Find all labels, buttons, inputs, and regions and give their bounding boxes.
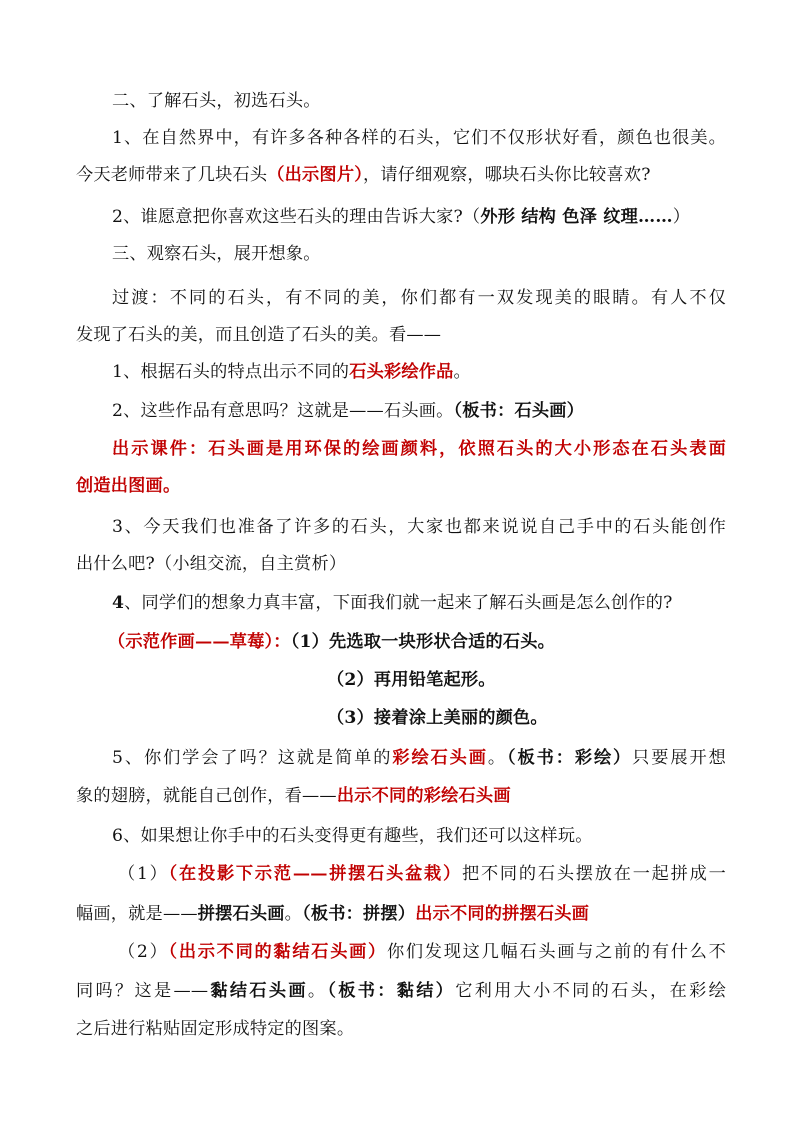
bold-text: 4 xyxy=(112,593,125,613)
text: 。 xyxy=(487,748,508,768)
paragraph-line xyxy=(76,164,726,186)
step-line xyxy=(327,669,794,691)
bold-text: （1）先选取一块形状合适的石头。 xyxy=(290,632,556,652)
section-heading-3 xyxy=(112,243,726,265)
text: 出示课件：石头画是用环保的绘画颜料，依照石头的大小形态在石头表面 xyxy=(112,439,726,459)
highlight-text: （出示不同的黏结石头画） xyxy=(168,942,387,962)
bold-text: （板书：黏结） xyxy=(327,981,456,1001)
text: ） xyxy=(672,207,691,227)
text: 2、这些作品有意思吗？这就是——石头画。 xyxy=(112,401,454,421)
paragraph-line xyxy=(76,324,726,346)
text: 只要展开想 xyxy=(632,748,726,768)
text: 。 xyxy=(453,362,471,382)
paragraph-line xyxy=(118,941,726,963)
bold-text: （板书：石头画） xyxy=(453,401,585,421)
text: 发现了石头的美，而且创造了石头的美。看—— xyxy=(76,325,442,345)
paragraph-line xyxy=(76,1018,726,1040)
paragraph-line xyxy=(76,980,726,1002)
text: 1、在自然界中，有许多各种各样的石头，它们不仅形状好看，颜色也很美。 xyxy=(112,128,726,148)
bold-text: 外形 结构 色泽 纹理…… xyxy=(480,207,673,227)
text: ，请仔细观察，哪块石头你比较喜欢? xyxy=(363,165,651,185)
text: 。 xyxy=(307,981,328,1001)
text: 6、如果想让你手中的石头变得更有趣些，我们还可以这样玩。 xyxy=(112,826,593,846)
step-line xyxy=(108,631,758,653)
highlight-text: （示范作画——草莓）： xyxy=(108,632,291,652)
text: 二、了解石头，初选石头。 xyxy=(112,91,321,111)
paragraph-line xyxy=(112,127,726,149)
text: 它利用大小不同的石头，在彩绘 xyxy=(455,981,726,1001)
text: 象的翅膀，就能自己创作，看—— xyxy=(76,786,337,806)
paragraph-line xyxy=(76,785,726,807)
text: 三、观察石头，展开想象。 xyxy=(112,244,321,264)
section-heading-2 xyxy=(112,90,726,112)
text: （2） xyxy=(118,942,169,962)
text: （2）再用铅笔起形。 xyxy=(327,670,496,690)
text: 把不同的石头摆放在一起拼成一 xyxy=(461,864,726,884)
paragraph-line xyxy=(112,592,726,614)
text: 幅画，就是—— xyxy=(76,904,198,924)
text: （1） xyxy=(118,864,169,884)
text: 出什么吧?（小组交流，自主赏析） xyxy=(76,554,347,574)
step-line xyxy=(327,707,794,729)
highlight-text: 石头彩绘作品 xyxy=(349,362,454,382)
bold-text: （板书：彩绘） xyxy=(507,748,633,768)
paragraph-line xyxy=(112,287,726,309)
paragraph-line xyxy=(112,206,726,228)
text: 。 xyxy=(284,904,303,924)
paragraph-line xyxy=(112,400,726,422)
paragraph-line xyxy=(112,361,726,383)
text: 2、谁愿意把你喜欢这些石头的理由告诉大家?（ xyxy=(112,207,481,227)
text: 今天老师带来了几块石头 xyxy=(76,165,268,185)
paragraph-line xyxy=(76,903,726,925)
bold-text: 拼摆石头画 xyxy=(197,904,285,924)
text: 同吗？这是—— xyxy=(76,981,209,1001)
text: 过渡：不同的石头，有不同的美，你们都有一双发现美的眼睛。有人不仅 xyxy=(112,288,726,308)
text: （3）接着涂上美丽的颜色。 xyxy=(327,708,548,728)
text: 创造出图画。 xyxy=(76,476,181,496)
text: 、同学们的想象力真丰富，下面我们就一起来了解石头画是怎么创作的? xyxy=(124,593,673,613)
paragraph-line xyxy=(112,825,726,847)
highlight-text: （在投影下示范——拼摆石头盆栽） xyxy=(168,864,462,884)
bold-text: （板书：拼摆） xyxy=(302,904,416,924)
highlight-text: （出示图片） xyxy=(267,165,363,185)
highlight-text: 彩绘石头画 xyxy=(392,748,488,768)
highlight-text: 出示不同的彩绘石头画 xyxy=(336,786,511,806)
text: 之后进行粘贴固定形成特定的图案。 xyxy=(76,1019,355,1039)
text: 3、今天我们也准备了许多的石头，大家也都来说说自己手中的石头能创作 xyxy=(112,517,726,537)
text: 你们发现这几幅石头画与之前的有什么不 xyxy=(386,942,726,962)
highlight-text: 出示不同的拼摆石头画 xyxy=(415,904,590,924)
paragraph-line xyxy=(118,863,726,885)
bold-text: 黏结石头画 xyxy=(208,981,308,1001)
text: 5、你们学会了吗？这就是简单的 xyxy=(112,748,393,768)
paragraph-line xyxy=(112,747,726,769)
paragraph-line-red xyxy=(76,475,726,497)
paragraph-line-red xyxy=(112,438,726,460)
paragraph-line xyxy=(76,553,726,575)
paragraph-line xyxy=(112,516,726,538)
text: 1、根据石头的特点出示不同的 xyxy=(112,362,350,382)
